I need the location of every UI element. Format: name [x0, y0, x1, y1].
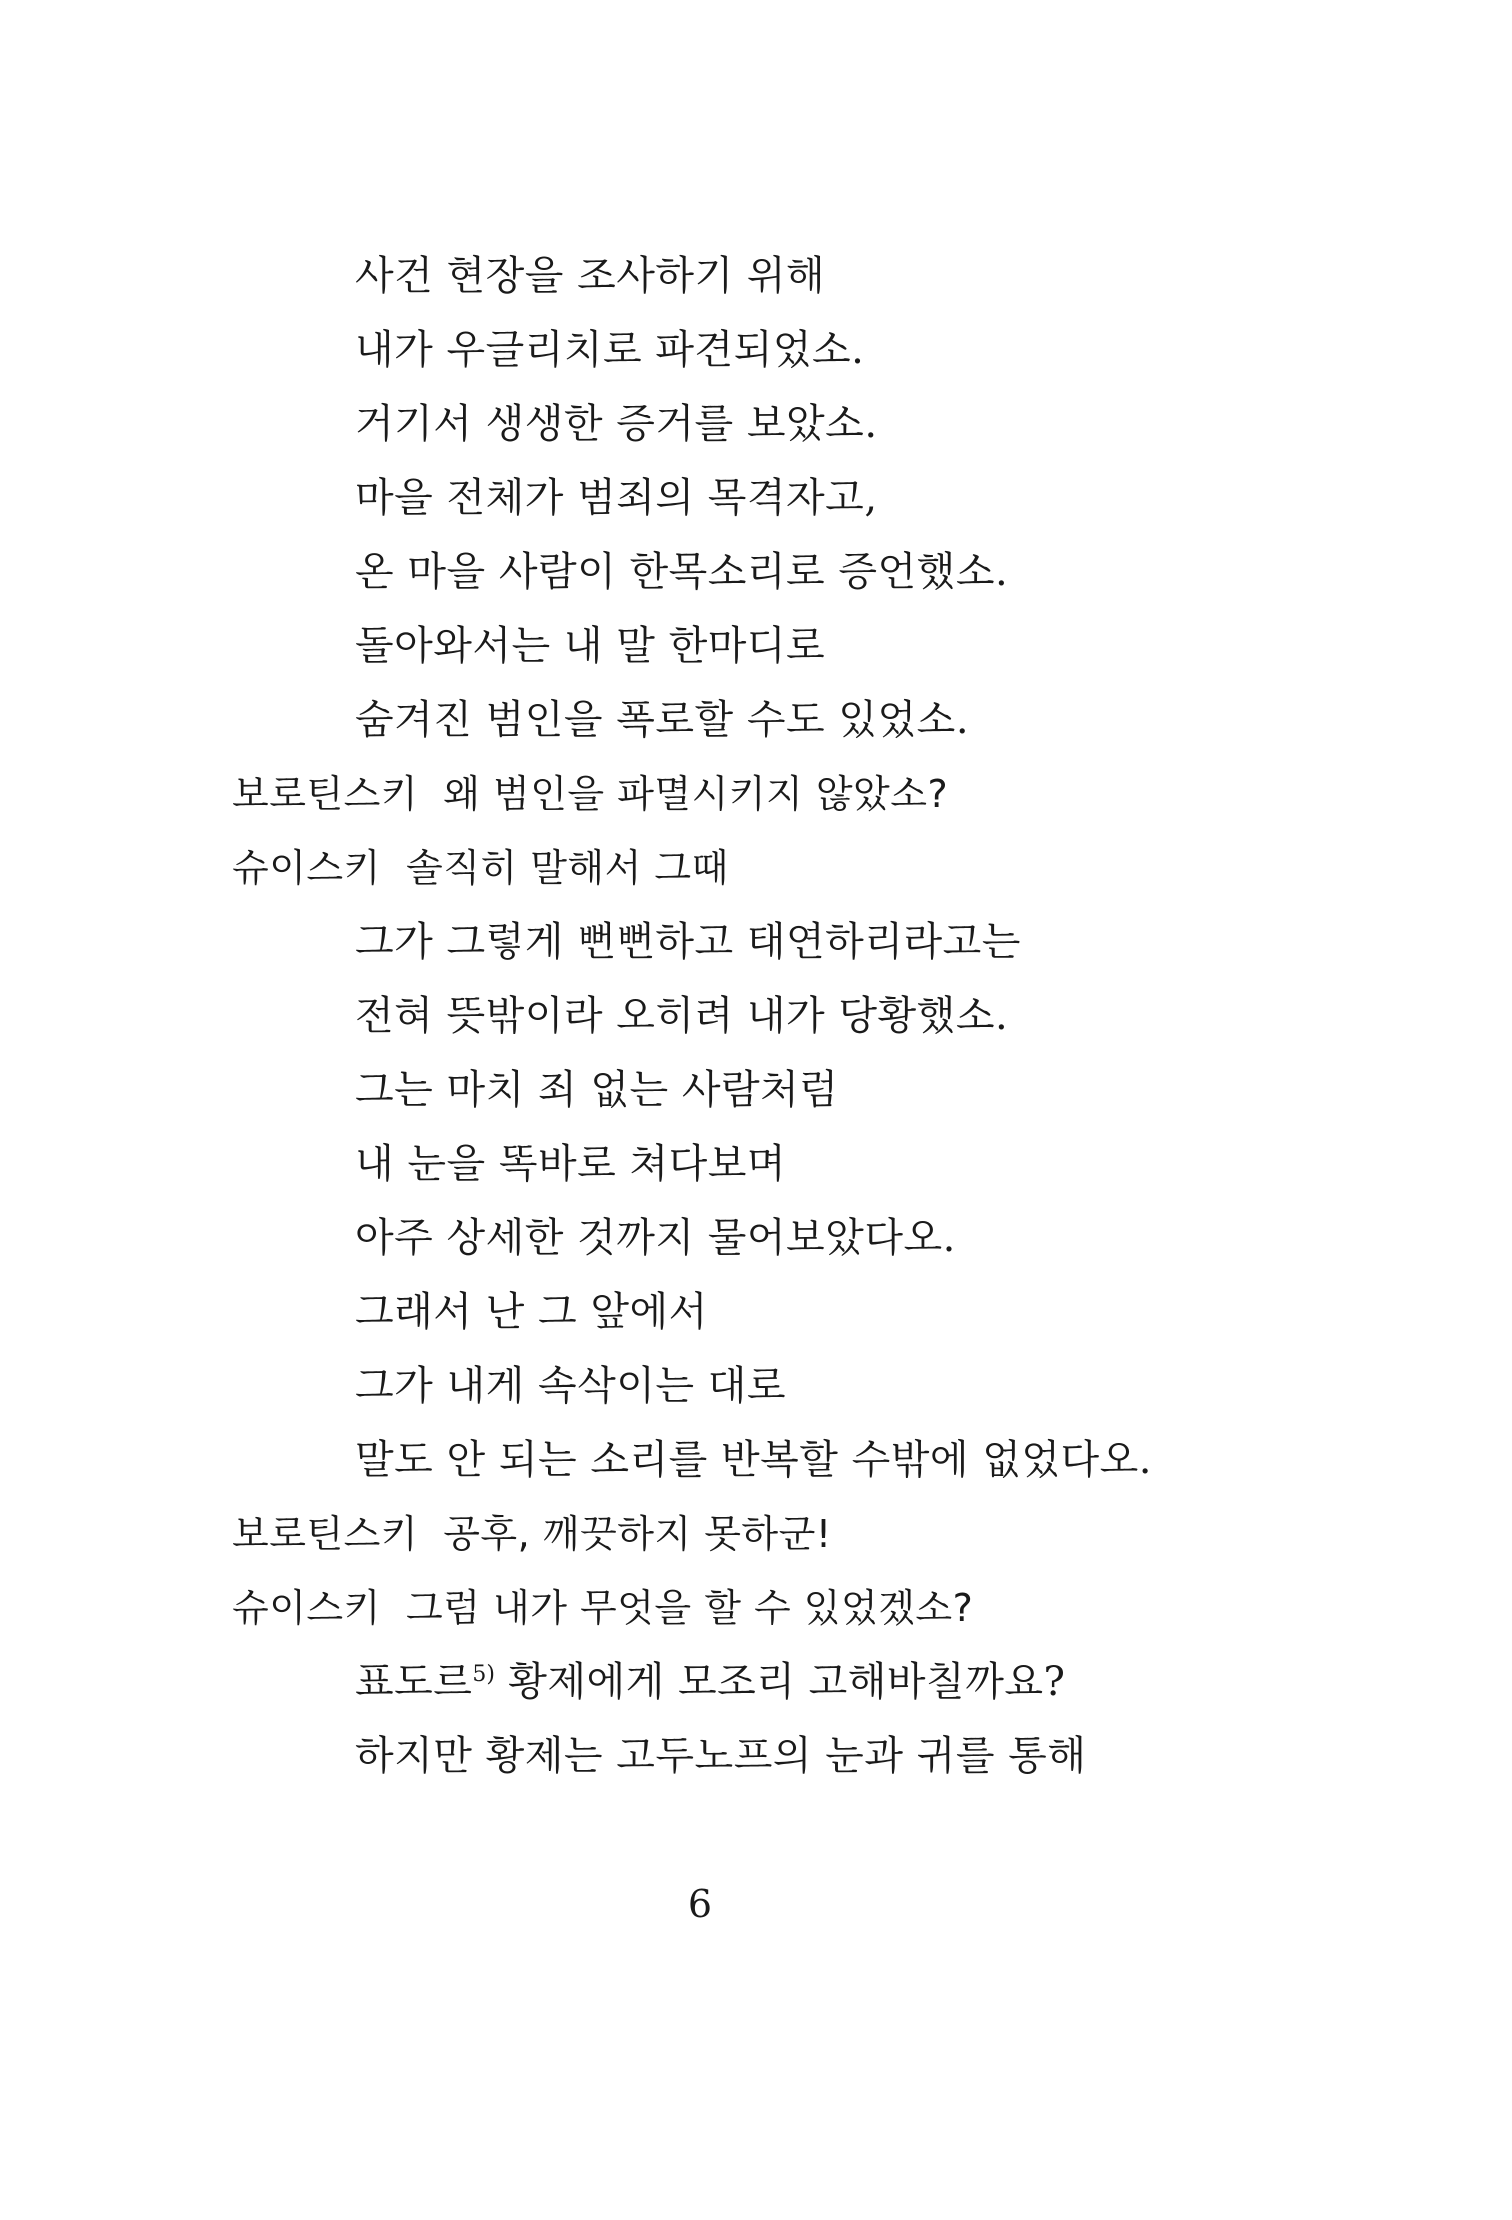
verse-text: 거기서 생생한 증거를 보았소.: [355, 401, 878, 447]
verse-text: 온 마을 사람이 한목소리로 증언했소.: [355, 549, 1009, 595]
speech-text: 왜 범인을 파멸시키지 않았소?: [443, 772, 949, 816]
verse-text: 그가 그렇게 뻔뻔하고 태연하리라고는: [355, 919, 1021, 965]
verse-text: 돌아와서는 내 말 한마디로: [355, 623, 826, 669]
speaker-name: 슈이스키 그럼 내가 무엇을 할 수 있었겠소?: [232, 1586, 974, 1630]
speech-text: 그럼 내가 무엇을 할 수 있었겠소?: [406, 1586, 974, 1630]
speaker-name: 슈이스키 솔직히 말해서 그때: [232, 846, 729, 890]
speaker-name: 보로틴스키 왜 범인을 파멸시키지 않았소?: [232, 772, 949, 816]
verse-text: 표도르$^{5)}$ 황제에게 모조리 고해바칠까요?: [355, 1659, 1066, 1705]
verse-text: 말도 안 되는 소리를 반복할 수밖에 없었다오.: [355, 1437, 1153, 1483]
page-number: 6: [687, 1882, 713, 1926]
verse-text: 숨겨진 범인을 폭로할 수도 있었소.: [355, 697, 970, 743]
verse-text: 그가 내게 속삭이는 대로: [355, 1363, 787, 1409]
verse-text: 전혀 뜻밖이라 오히려 내가 당황했소.: [355, 993, 1009, 1039]
verse-text: 아주 상세한 것까지 물어보았다오.: [355, 1215, 956, 1261]
footnote-marker[interactable]: 5): [472, 1662, 496, 1687]
verse-text: 하지만 황제는 고두노프의 눈과 귀를 통해: [355, 1733, 1087, 1779]
verse-text: 사건 현장을 조사하기 위해: [355, 253, 826, 299]
verse-text: 마을 전체가 범죄의 목격자고,: [355, 475, 878, 521]
verse-text: 내 눈을 똑바로 쳐다보며: [355, 1141, 787, 1187]
verse-text: 그래서 난 그 앞에서: [355, 1289, 708, 1335]
speech-text: 솔직히 말해서 그때: [406, 846, 729, 890]
verse-text: 그는 마치 죄 없는 사람처럼: [355, 1067, 839, 1113]
speech-text: 공후, 깨끗하지 못하군!: [443, 1512, 832, 1556]
speaker-name: 보로틴스키 공후, 깨끗하지 못하군!: [232, 1512, 832, 1556]
verse-text: 내가 우글리치로 파견되었소.: [355, 327, 865, 373]
